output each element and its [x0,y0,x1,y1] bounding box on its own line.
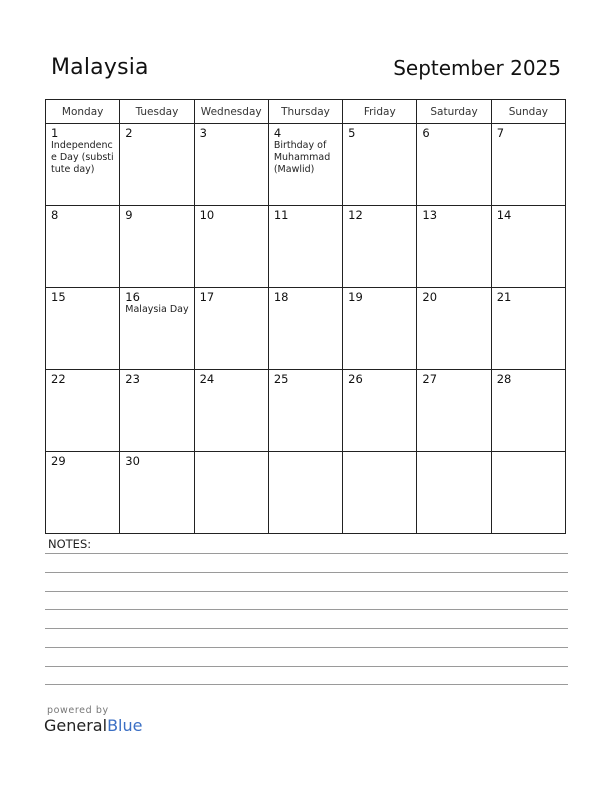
calendar-day-cell [417,288,491,370]
brand-name-general: General [44,716,108,735]
calendar-day-cell [417,124,491,206]
day-number: 1 [51,126,59,140]
day-number: 15 [51,290,66,304]
notes-line [45,666,568,667]
weekday-header: Wednesday [194,100,268,124]
notes-line [45,553,568,554]
day-number: 26 [348,372,363,386]
brand-logo[interactable] [44,716,142,735]
day-number: 11 [273,208,289,222]
calendar-day-cell [491,452,565,534]
holiday-label: Malaysia Day [125,304,189,315]
day-number: 19 [348,290,363,304]
notes-line [45,628,568,629]
day-number: 13 [422,208,438,222]
calendar-week-row [46,452,566,534]
notes-line [45,591,568,592]
day-number: 29 [51,454,66,468]
calendar-day-cell [491,288,565,370]
calendar-day-cell [268,288,342,370]
notes-label: NOTES: [48,537,92,551]
day-number: 14 [496,208,512,222]
calendar-day-cell [343,206,417,288]
calendar-month-title: September 2025 [393,56,561,80]
day-number: 3 [199,126,207,140]
calendar-grid [45,99,566,534]
day-number: 12 [348,208,363,222]
calendar-day-cell [194,124,268,206]
calendar-day-cell [268,124,342,206]
calendar-day-cell [491,124,565,206]
calendar-day-cell [46,124,120,206]
day-number: 30 [125,454,140,468]
weekday-header: Sunday [491,100,565,124]
calendar-day-cell [120,370,194,452]
calendar-day-cell [417,452,491,534]
calendar-day-cell [194,452,268,534]
day-number: 23 [125,372,140,386]
day-number: 7 [496,126,505,140]
weekday-header: Friday [343,100,417,124]
day-number: 28 [496,372,512,386]
calendar-week-row [46,206,566,288]
day-number: 21 [496,290,512,304]
calendar-day-cell [120,124,194,206]
day-number: 10 [199,208,215,222]
weekday-header: Tuesday [120,100,194,124]
day-number: 22 [51,372,66,386]
calendar-day-cell [417,206,491,288]
calendar-day-cell [194,206,268,288]
calendar-day-cell [194,288,268,370]
day-number: 8 [51,208,59,222]
notes-line [45,647,568,648]
day-number: 9 [125,208,133,222]
weekday-header: Monday [46,100,120,124]
day-number: 17 [199,290,215,304]
footer-branding [44,705,142,735]
calendar-day-cell [120,206,194,288]
day-number: 20 [422,290,438,304]
calendar-day-cell [417,370,491,452]
calendar-day-cell [343,124,417,206]
weekday-header: Saturday [417,100,491,124]
day-number: 4 [273,126,282,140]
day-number: 27 [422,372,438,386]
powered-by-text: powered by [47,705,109,716]
day-number: 18 [273,290,289,304]
calendar-week-row [46,370,566,452]
holiday-label: Birthday of Muhammad (Mawlid) [273,140,331,175]
calendar-day-cell [491,370,565,452]
day-number: 25 [273,372,289,386]
calendar-day-cell [46,452,120,534]
calendar-day-cell [194,370,268,452]
calendar-day-cell [343,452,417,534]
day-number: 16 [125,290,140,304]
calendar-day-cell [343,370,417,452]
calendar-day-cell [46,206,120,288]
day-number: 5 [348,126,356,140]
calendar-day-cell [268,206,342,288]
calendar-week-row [46,124,566,206]
day-number: 24 [199,372,215,386]
calendar-week-row [46,288,566,370]
calendar-country-title: Malaysia [51,55,149,80]
calendar-day-cell [46,370,120,452]
notes-line [45,609,568,610]
calendar-day-cell [120,452,194,534]
calendar-day-cell [46,288,120,370]
weekday-header: Thursday [268,100,342,124]
calendar-day-cell [491,206,565,288]
weekday-header-row [46,100,566,124]
holiday-label: Independence Day (substitute day) [51,140,114,175]
calendar-day-cell [268,370,342,452]
day-number: 6 [422,126,430,140]
calendar-day-cell [268,452,342,534]
day-number: 2 [125,126,133,140]
notes-line [45,684,568,685]
notes-line [45,572,568,573]
calendar-day-cell [120,288,194,370]
brand-name-blue: Blue [107,716,143,735]
calendar-day-cell [343,288,417,370]
